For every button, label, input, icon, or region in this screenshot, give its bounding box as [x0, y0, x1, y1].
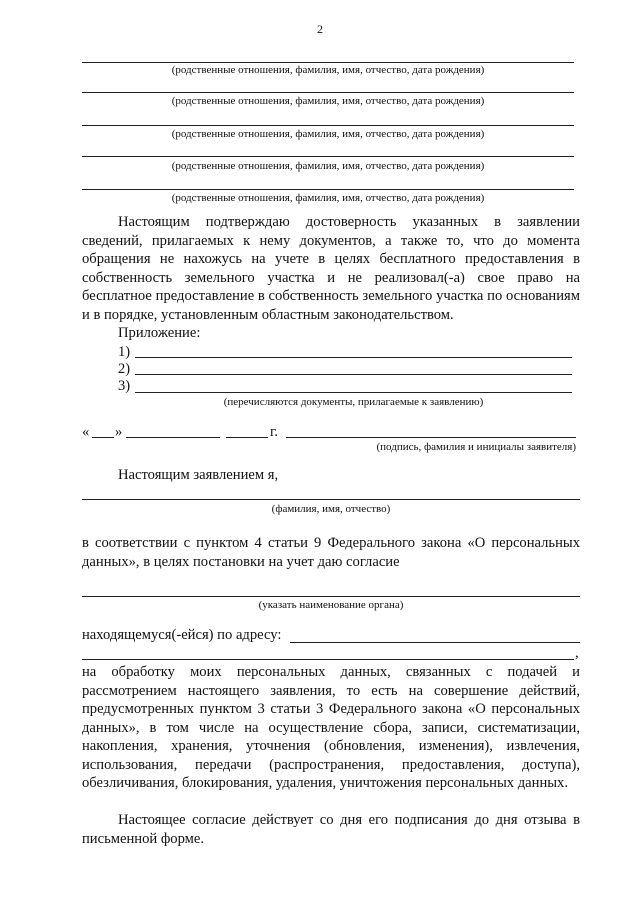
organ-name-field[interactable] — [82, 596, 580, 597]
relative-field-1[interactable] — [82, 62, 574, 63]
date-open-quote: « — [82, 424, 90, 440]
relative-field-4[interactable] — [82, 156, 574, 157]
address-field-1[interactable] — [290, 642, 580, 643]
address-field-2[interactable] — [82, 659, 574, 660]
address-comma: , — [575, 645, 579, 661]
signature-field[interactable] — [286, 437, 576, 438]
relative-caption-5: (родственные отношения, фамилия, имя, отчество, дата рождения) — [171, 192, 485, 204]
relative-field-2[interactable] — [82, 92, 574, 93]
full-name-field[interactable] — [82, 499, 580, 500]
date-month-field[interactable] — [126, 437, 220, 438]
full-name-caption: (фамилия, имя, отчество) — [271, 503, 391, 515]
address-label: находящемуся(-ейся) по адресу: — [82, 627, 282, 643]
consent-intro: Настоящим заявлением я, — [118, 467, 279, 483]
attachment-field-2[interactable] — [135, 374, 572, 375]
organ-name-caption: (указать наименование органа) — [258, 599, 404, 611]
relative-field-3[interactable] — [82, 125, 574, 126]
attachments-heading: Приложение: — [118, 325, 201, 341]
processing-consent-paragraph: на обработку моих персональных данных, связанных с подачей и рассмотрением настоящего заявления, то есть на совершение действий, предусмотренных пунктом 3 статьи 3 Федерального закона «О персональных данных», в том числе на осуществление сбора, записи, систематизации, накопления, хранения, уточнения (обновления, изменения), извлечения, использования, передачи (распространения, предоставления, доступа), обезличивания, блокирования, удаления, уничтожения персональных данных. — [82, 664, 580, 791]
date-close-quote: » — [115, 424, 123, 440]
date-year-suffix: г. — [270, 424, 278, 440]
attachment-number-2: 2) — [118, 361, 131, 377]
attachment-field-1[interactable] — [135, 357, 572, 358]
attachment-number-3: 3) — [118, 378, 131, 394]
relative-caption-3: (родственные отношения, фамилия, имя, отчество, дата рождения) — [171, 128, 485, 140]
signature-caption: (подпись, фамилия и инициалы заявителя) — [376, 441, 576, 453]
relative-caption-4: (родственные отношения, фамилия, имя, отчество, дата рождения) — [171, 160, 485, 172]
date-day-field[interactable] — [92, 437, 114, 438]
date-year-field[interactable] — [226, 437, 268, 438]
attachment-field-3[interactable] — [135, 392, 572, 393]
relative-caption-1: (родственные отношения, фамилия, имя, отчество, дата рождения) — [171, 64, 485, 76]
consent-validity-paragraph: Настоящее согласие действует со дня его подписания до дня отзыва в письменной форме. — [82, 812, 580, 847]
attachment-number-1: 1) — [118, 344, 131, 360]
law-reference-paragraph: в соответствии с пунктом 4 статьи 9 Федерального закона «О персональных данных», в целях постановки на учет даю согласие — [82, 535, 580, 570]
confirmation-paragraph: Настоящим подтверждаю достоверность указанных в заявлении сведений, прилагаемых к нему документов, а также то, что до момента обращения не нахожусь на учете в целях бесплатного предоставления в собственность земельного участка и не реализовал(-а) свое право на бесплатное предоставление в собственность земельного участка по основаниям и в порядке, установленным областным законодательством. — [82, 214, 580, 323]
attachments-caption: (перечисляются документы, прилагаемые к заявлению) — [223, 396, 484, 408]
page-number: 2 — [317, 22, 323, 36]
relative-field-5[interactable] — [82, 189, 574, 190]
relative-caption-2: (родственные отношения, фамилия, имя, отчество, дата рождения) — [171, 95, 485, 107]
